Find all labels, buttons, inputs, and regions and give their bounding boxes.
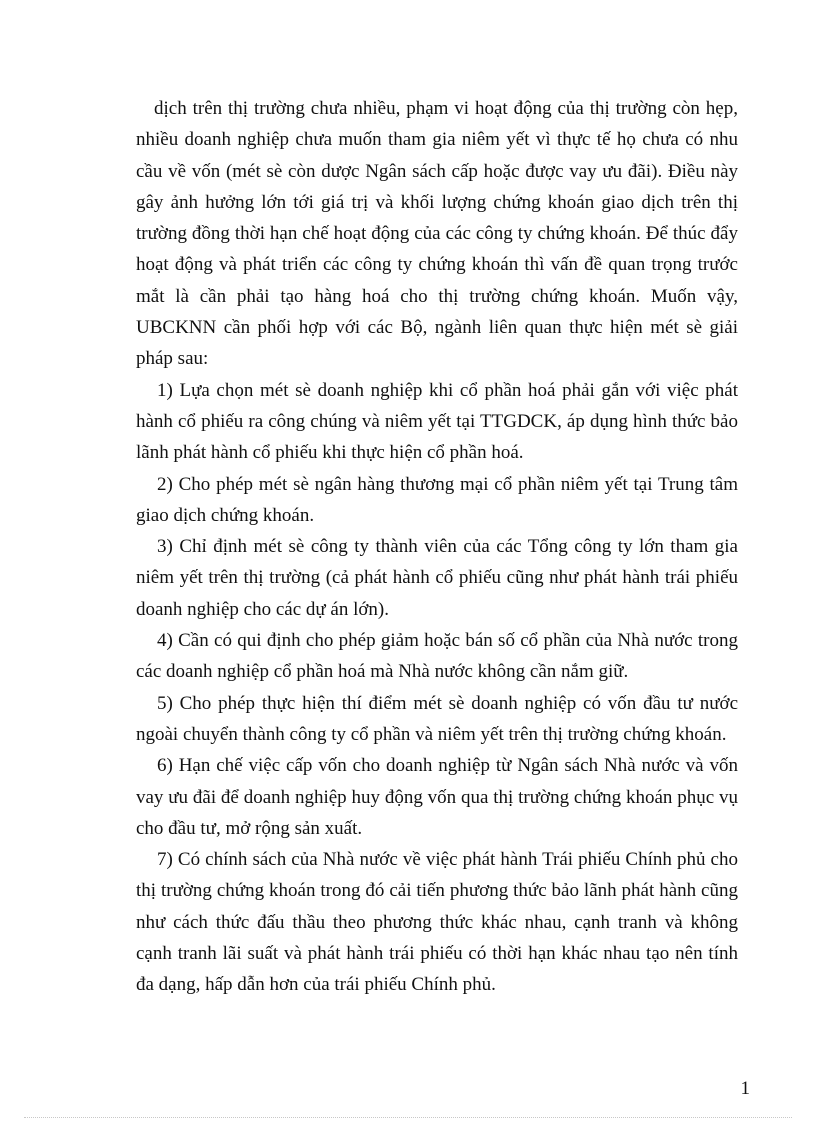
list-item-6: 6) Hạn chế việc cấp vốn cho doanh nghiệp từ Ngân sách Nhà nước và vốn vay ưu đãi để doanh nghiệp huy động vốn qua thị trường chứng khoán phục vụ cho đầu tư, mở rộng sản xuất.: [136, 755, 738, 839]
footer-divider: [24, 1117, 792, 1118]
list-item-3: 3) Chỉ định mét sè công ty thành viên của các Tổng công ty lớn tham gia niêm yết trên thị trường (cả phát hành cổ phiếu cũng như phát hành trái phiếu doanh nghiệp cho các dự án lớn).: [136, 536, 738, 620]
list-item-5: 5) Cho phép thực hiện thí điểm mét sè doanh nghiệp có vốn đầu tư nước ngoài chuyển thành công ty cổ phần và niêm yết trên thị trường chứng khoán.: [136, 692, 738, 745]
document-body: [136, 93, 738, 1001]
list-item-7: 7) Có chính sách của Nhà nước về việc phát hành Trái phiếu Chính phủ cho thị trường chứng khoán trong đó cải tiến phương thức bảo lãnh phát hành cũng như cách thức đấu thầu theo phương thức khác nhau, cạnh tranh và không cạnh tranh lãi suất và phát hành trái phiếu có thời hạn khác nhau tạo nên tính đa dạng, hấp dẫn hơn của trái phiếu Chính phủ.: [136, 849, 738, 996]
list-item-4: 4) Cần có qui định cho phép giảm hoặc bán số cổ phần của Nhà nước trong các doanh nghiệp cổ phần hoá mà Nhà nước không cần nắm giữ.: [136, 630, 738, 683]
page-number: 1: [740, 1078, 750, 1099]
list-item-2: 2) Cho phép mét sè ngân hàng thương mại cổ phần niêm yết tại Trung tâm giao dịch chứng khoán.: [136, 473, 738, 526]
intro-paragraph: dịch trên thị trường chưa nhiều, phạm vi hoạt động của thị trường còn hẹp, nhiều doanh nghiệp chưa muốn tham gia niêm yết vì thực tế họ chưa có nhu cầu về vốn (mét sè còn dược Ngân sách cấp hoặc được vay ưu đãi). Điều này gây ảnh hưởng lớn tới giá trị và khối lượng chứng khoán giao dịch trên thị trường đồng thời hạn chế hoạt động của các công ty chứng khoán. Để thúc đẩy hoạt động và phát triển các công ty chứng khoán thì vấn đề quan trọng trước mắt là cần phải tạo hàng hoá cho thị trường chứng khoán. Muốn vậy, UBCKNN cần phối hợp với các Bộ, ngành liên quan thực hiện mét sè giải pháp sau:: [136, 98, 738, 370]
list-item-1: 1) Lựa chọn mét sè doanh nghiệp khi cổ phần hoá phải gắn với việc phát hành cổ phiếu ra công chúng và niêm yết tại TTGDCK, áp dụng hình thức bảo lãnh phát hành cổ phiếu khi thực hiện cổ phần hoá.: [136, 379, 738, 464]
